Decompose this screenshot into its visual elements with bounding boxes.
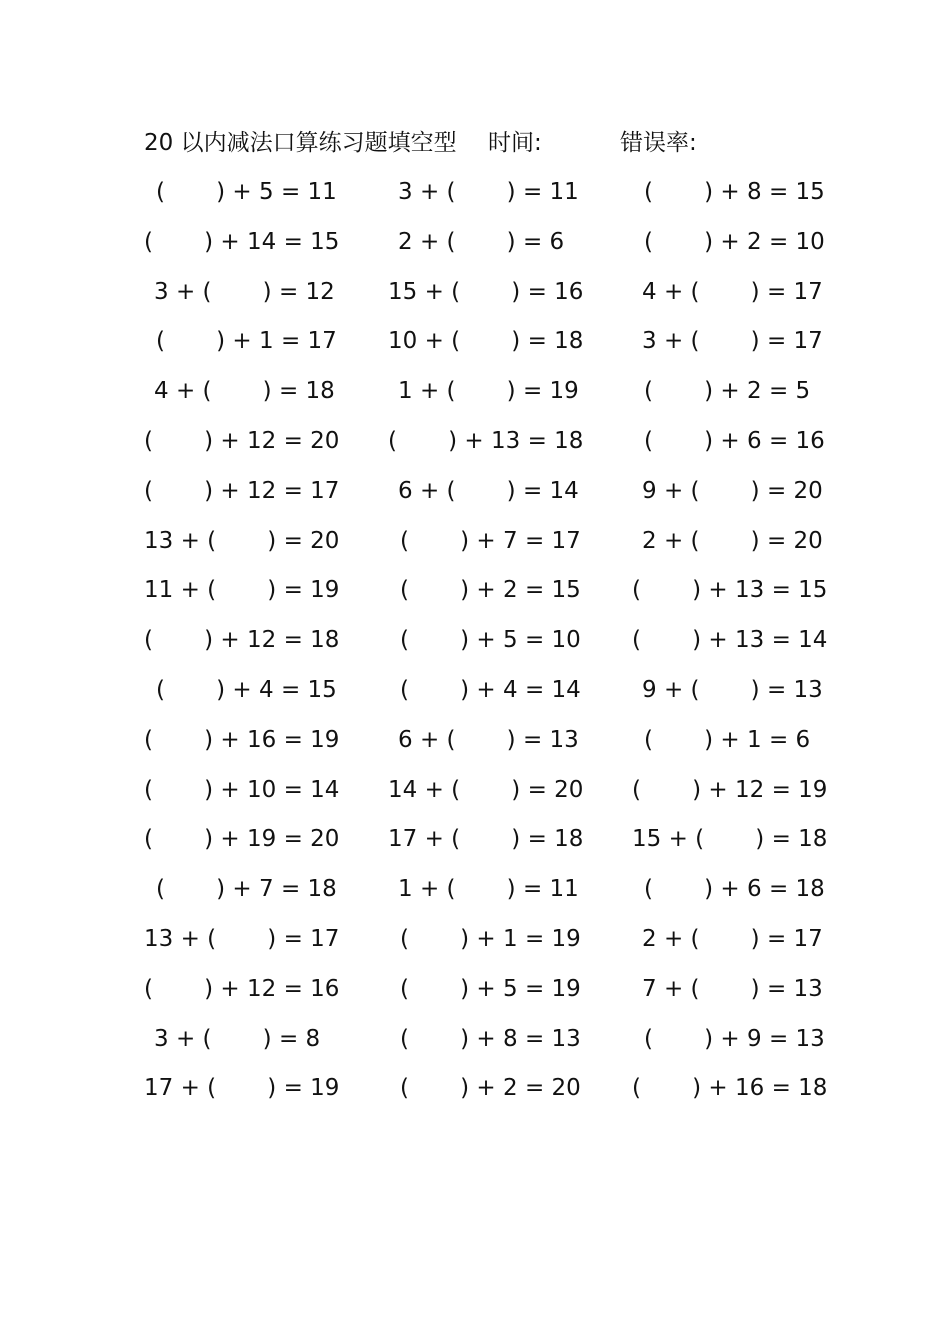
problem-item: 7 + ( ) = 13 — [642, 975, 823, 1002]
problem-item: 9 + ( ) = 13 — [642, 677, 823, 703]
time-label: 时间: — [488, 130, 542, 156]
problem-item: 4 + ( ) = 18 — [154, 378, 335, 405]
problem-item: 9 + ( ) = 20 — [642, 477, 823, 504]
problem-item: ( ) + 19 = 20 — [144, 826, 340, 853]
problem-item: ( ) + 13 = 18 — [388, 428, 584, 454]
problem-item: ( ) + 6 = 16 — [644, 428, 825, 454]
problem-item: 1 + ( ) = 11 — [398, 876, 579, 903]
problem-item: 1 + ( ) = 19 — [398, 378, 579, 405]
problem-item: ( ) + 2 = 10 — [644, 228, 825, 255]
problem-item: 2 + ( ) = 17 — [642, 926, 823, 952]
problem-item: ( ) + 2 = 15 — [400, 577, 581, 604]
problem-item: 15 + ( ) = 16 — [388, 278, 584, 305]
problem-item: ( ) + 2 = 20 — [400, 1075, 581, 1102]
problem-item: ( ) + 1 = 17 — [156, 328, 337, 355]
problem-item: ( ) + 8 = 13 — [400, 1025, 581, 1052]
problem-item: ( ) + 13 = 14 — [632, 627, 828, 654]
problem-item: 2 + ( ) = 20 — [642, 527, 823, 554]
problem-item: ( ) + 12 = 20 — [144, 428, 340, 454]
problem-item: ( ) + 1 = 6 — [644, 726, 811, 753]
problem-item: 13 + ( ) = 20 — [144, 527, 340, 554]
error-rate-label: 错误率: — [620, 130, 697, 156]
problem-item: 10 + ( ) = 18 — [388, 328, 584, 355]
problem-item: 17 + ( ) = 19 — [144, 1075, 340, 1102]
problem-item: ( ) + 12 = 17 — [144, 477, 340, 504]
problem-item: ( ) + 7 = 17 — [400, 527, 581, 554]
problem-item: 6 + ( ) = 13 — [398, 726, 579, 753]
problem-item: ( ) + 9 = 13 — [644, 1025, 825, 1052]
problem-item: 4 + ( ) = 17 — [642, 278, 823, 305]
worksheet-title: 20 以内减法口算练习题填空型 — [144, 130, 457, 156]
problem-item: ( ) + 6 = 18 — [644, 876, 825, 903]
problem-item: 3 + ( ) = 8 — [154, 1025, 321, 1052]
problem-item: 3 + ( ) = 17 — [642, 328, 823, 355]
problem-item: ( ) + 8 = 15 — [644, 179, 825, 205]
problem-item: ( ) + 4 = 14 — [400, 677, 581, 703]
problem-item: ( ) + 5 = 10 — [400, 627, 581, 654]
problem-item: ( ) + 16 = 18 — [632, 1075, 828, 1102]
problem-item: 6 + ( ) = 14 — [398, 477, 579, 504]
problem-item: 13 + ( ) = 17 — [144, 926, 340, 952]
problem-item: ( ) + 10 = 14 — [144, 776, 340, 803]
problem-item: 3 + ( ) = 12 — [154, 278, 335, 305]
problem-item: ( ) + 12 = 16 — [144, 975, 340, 1002]
problem-item: ( ) + 13 = 15 — [632, 577, 828, 604]
problem-item: ( ) + 5 = 11 — [156, 179, 337, 205]
problem-item: ( ) + 5 = 19 — [400, 975, 581, 1002]
problem-item: ( ) + 1 = 19 — [400, 926, 581, 952]
problem-item: 15 + ( ) = 18 — [632, 826, 828, 853]
problem-item: 11 + ( ) = 19 — [144, 577, 340, 604]
problem-item: ( ) + 4 = 15 — [156, 677, 337, 703]
problem-item: 3 + ( ) = 11 — [398, 179, 579, 205]
problem-item: 17 + ( ) = 18 — [388, 826, 584, 853]
problem-item: 14 + ( ) = 20 — [388, 776, 584, 803]
problem-item: ( ) + 7 = 18 — [156, 876, 337, 903]
problem-item: 2 + ( ) = 6 — [398, 228, 565, 255]
problem-item: ( ) + 12 = 19 — [632, 776, 828, 803]
problem-item: ( ) + 2 = 5 — [644, 378, 811, 405]
problem-item: ( ) + 12 = 18 — [144, 627, 340, 654]
problem-item: ( ) + 14 = 15 — [144, 228, 340, 255]
problem-item: ( ) + 16 = 19 — [144, 726, 340, 753]
